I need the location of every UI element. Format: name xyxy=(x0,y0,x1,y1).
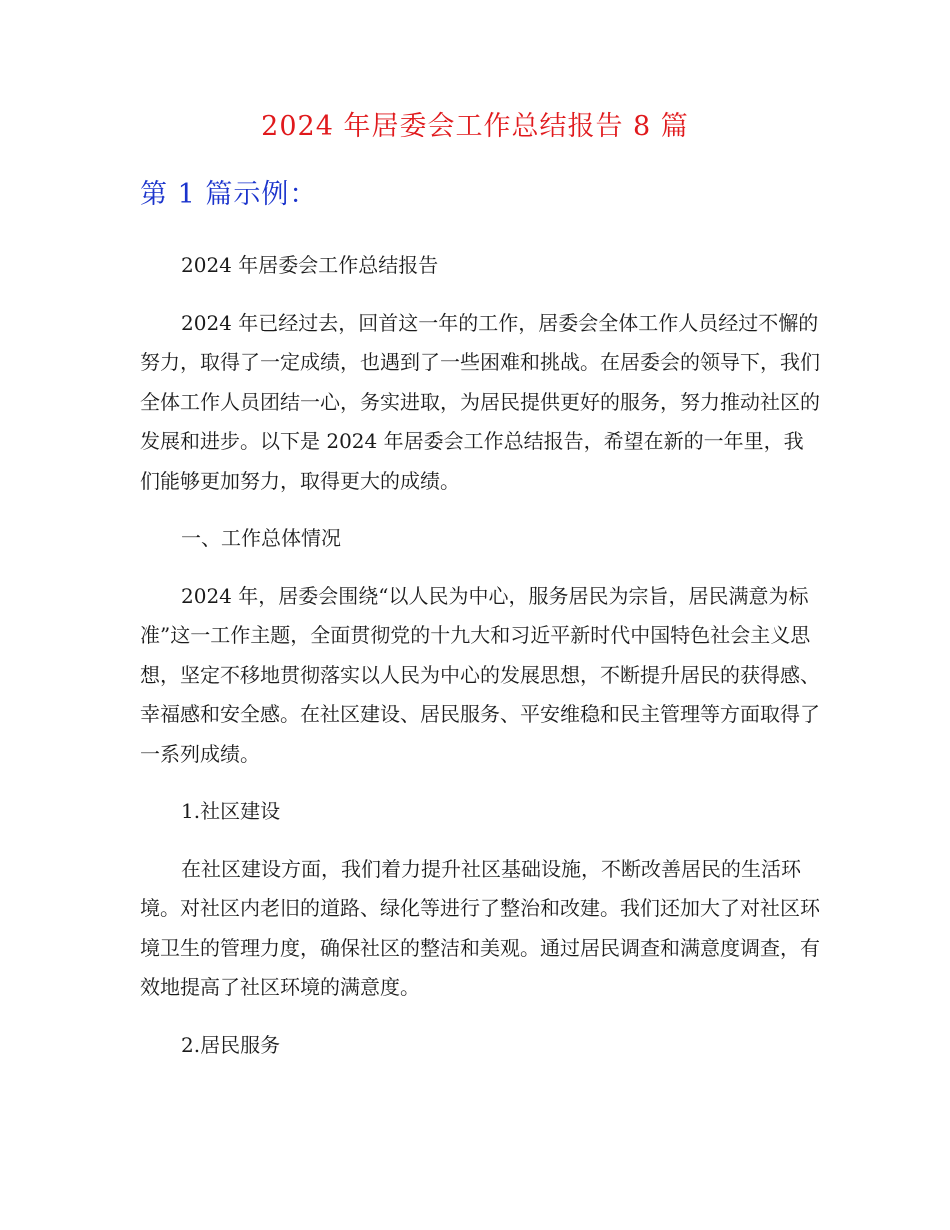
heading-community-building: 1.社区建设 xyxy=(181,799,281,823)
heading-resident-services: 2.居民服务 xyxy=(181,1032,281,1057)
community-building-paragraph: 在社区建设方面，我们着力提升社区基础设施，不断改善居民的生活环境。对社区内老旧的道路、绿化等进行了整治和改建。我们还加大了对社区环境卫生的管理力度，确保社区的整洁和美观。通过居民调查和满意度调查，有效地提高了社区环境的满意度。 xyxy=(140,856,820,999)
intro-paragraph: 2024 年已经过去，回首这一年的工作，居委会全体工作人员经过不懈的努力，取得了一定成绩，也遇到了一些困难和挑战。在居委会的领导下，我们全体工作人员团结一心，务实进取，为居民提供更好的服务，努力推动社区的发展和进步。以下是 2024 年居委会工作总结报告，希望在新的一年里，我们能够更加努力，取得更大的成绩。 xyxy=(140,310,820,493)
overall-paragraph: 2024 年，居委会围绕“以人民为中心，服务居民为宗旨，居民满意为标准”这一工作主题，全面贯彻党的十九大和习近平新时代中国特色社会主义思想，坚定不移地贯彻落实以人民为中心的发展思想，不断提升居民的获得感、幸福感和安全感。在社区建设、居民服务、平安维稳和民主管理等方面取得了一系列成绩。 xyxy=(140,583,820,766)
heading-overall: 一、工作总体情况 xyxy=(181,526,341,550)
report-subtitle: 2024 年居委会工作总结报告 xyxy=(181,253,439,277)
section-heading: 第 1 篇示例： xyxy=(140,179,318,210)
document-title: 2024 年居委会工作总结报告 8 篇 xyxy=(261,111,689,142)
document-body xyxy=(140,222,820,1065)
